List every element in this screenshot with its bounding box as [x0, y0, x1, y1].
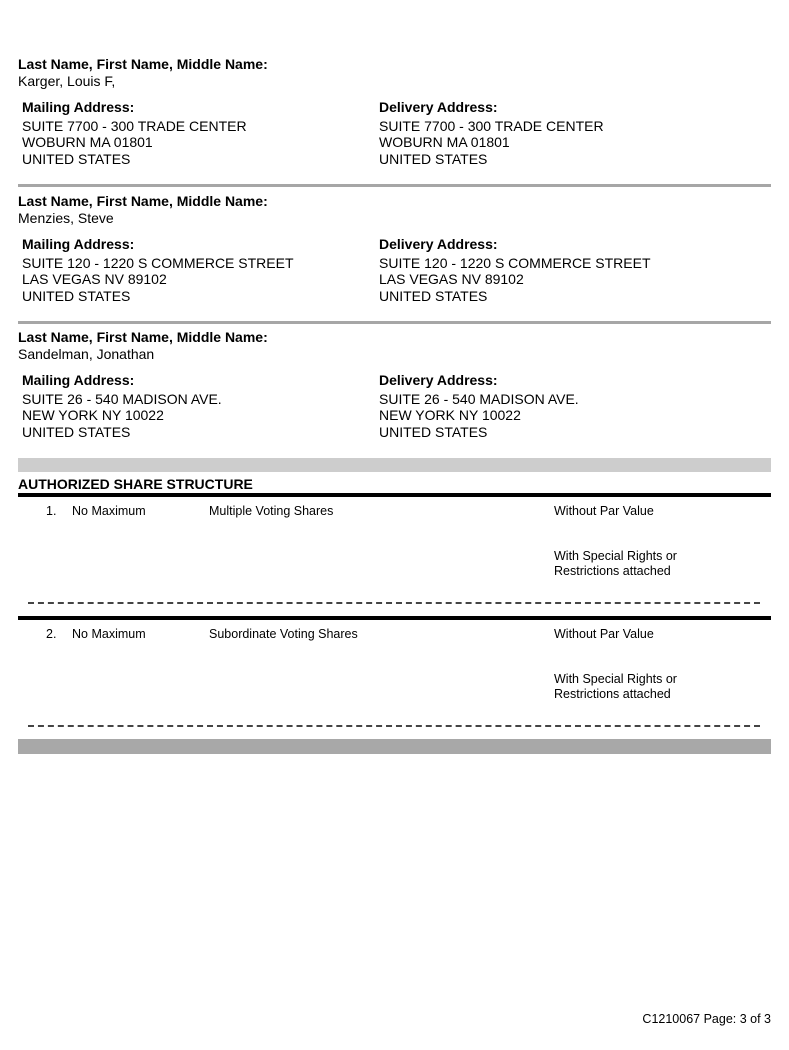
delivery-address-label: Delivery Address: — [379, 236, 498, 252]
name-label: Last Name, First Name, Middle Name: — [18, 329, 268, 345]
mailing-address-line: LAS VEGAS NV 89102 — [22, 271, 167, 288]
share-class-par-value: Without Par Value — [554, 627, 654, 641]
mailing-address-label: Mailing Address: — [22, 99, 135, 115]
director-name: Sandelman, Jonathan — [18, 346, 155, 362]
section-rule — [18, 493, 771, 497]
share-class-kind: Subordinate Voting Shares — [209, 627, 358, 641]
delivery-address-line: SUITE 26 - 540 MADISON AVE. — [379, 391, 579, 407]
name-label: Last Name, First Name, Middle Name: — [18, 56, 268, 72]
mailing-address-line: SUITE 7700 - 300 TRADE CENTER — [22, 118, 247, 134]
director-entry — [18, 193, 771, 308]
mailing-address — [22, 236, 362, 304]
section-divider — [18, 184, 771, 187]
share-class-maximum: No Maximum — [72, 504, 146, 518]
dashed-divider — [28, 725, 760, 727]
mailing-address-line: UNITED STATES — [22, 150, 131, 167]
delivery-address-line: UNITED STATES — [379, 423, 488, 440]
page-footer: C1210067 Page: 3 of 3 — [642, 1012, 771, 1026]
share-class-number: 2. — [46, 627, 57, 641]
section-rule — [18, 616, 771, 620]
share-class-kind: Multiple Voting Shares — [209, 504, 334, 518]
director-name: Karger, Louis F, — [18, 73, 116, 89]
mailing-address-label: Mailing Address: — [22, 236, 135, 252]
dashed-divider — [28, 602, 760, 604]
delivery-address-line: SUITE 7700 - 300 TRADE CENTER — [379, 118, 604, 134]
delivery-address-line: UNITED STATES — [379, 287, 488, 304]
share-class-number: 1. — [46, 504, 57, 518]
director-name: Menzies, Steve — [18, 210, 114, 226]
mailing-address-line: WOBURN MA 01801 — [22, 134, 153, 151]
mailing-address-label: Mailing Address: — [22, 372, 135, 388]
name-label: Last Name, First Name, Middle Name: — [18, 193, 268, 209]
section-band — [18, 739, 771, 754]
mailing-address-line: SUITE 26 - 540 MADISON AVE. — [22, 391, 222, 407]
share-structure-title: AUTHORIZED SHARE STRUCTURE — [18, 476, 253, 492]
mailing-address-line: SUITE 120 - 1220 S COMMERCE STREET — [22, 255, 294, 271]
share-class-row — [18, 627, 771, 737]
delivery-address — [379, 372, 719, 440]
delivery-address-line: UNITED STATES — [379, 150, 488, 167]
delivery-address-label: Delivery Address: — [379, 99, 498, 115]
share-class-row — [18, 504, 771, 614]
mailing-address-line: UNITED STATES — [22, 287, 131, 304]
mailing-address — [22, 99, 362, 167]
delivery-address-line: WOBURN MA 01801 — [379, 134, 510, 151]
delivery-address-line: LAS VEGAS NV 89102 — [379, 271, 524, 288]
share-class-maximum: No Maximum — [72, 627, 146, 641]
director-entry — [18, 329, 771, 444]
share-class-par-value: Without Par Value — [554, 504, 654, 518]
mailing-address — [22, 372, 362, 440]
delivery-address-label: Delivery Address: — [379, 372, 498, 388]
section-divider — [18, 321, 771, 324]
director-entry — [18, 56, 771, 171]
delivery-address — [379, 236, 719, 304]
delivery-address-line: SUITE 120 - 1220 S COMMERCE STREET — [379, 255, 651, 271]
share-class-rights: With Special Rights or Restrictions attached — [554, 672, 677, 701]
delivery-address — [379, 99, 719, 167]
share-class-rights: With Special Rights or Restrictions attached — [554, 549, 677, 578]
mailing-address-line: NEW YORK NY 10022 — [22, 407, 164, 424]
mailing-address-line: UNITED STATES — [22, 423, 131, 440]
section-band — [18, 458, 771, 472]
delivery-address-line: NEW YORK NY 10022 — [379, 407, 521, 424]
